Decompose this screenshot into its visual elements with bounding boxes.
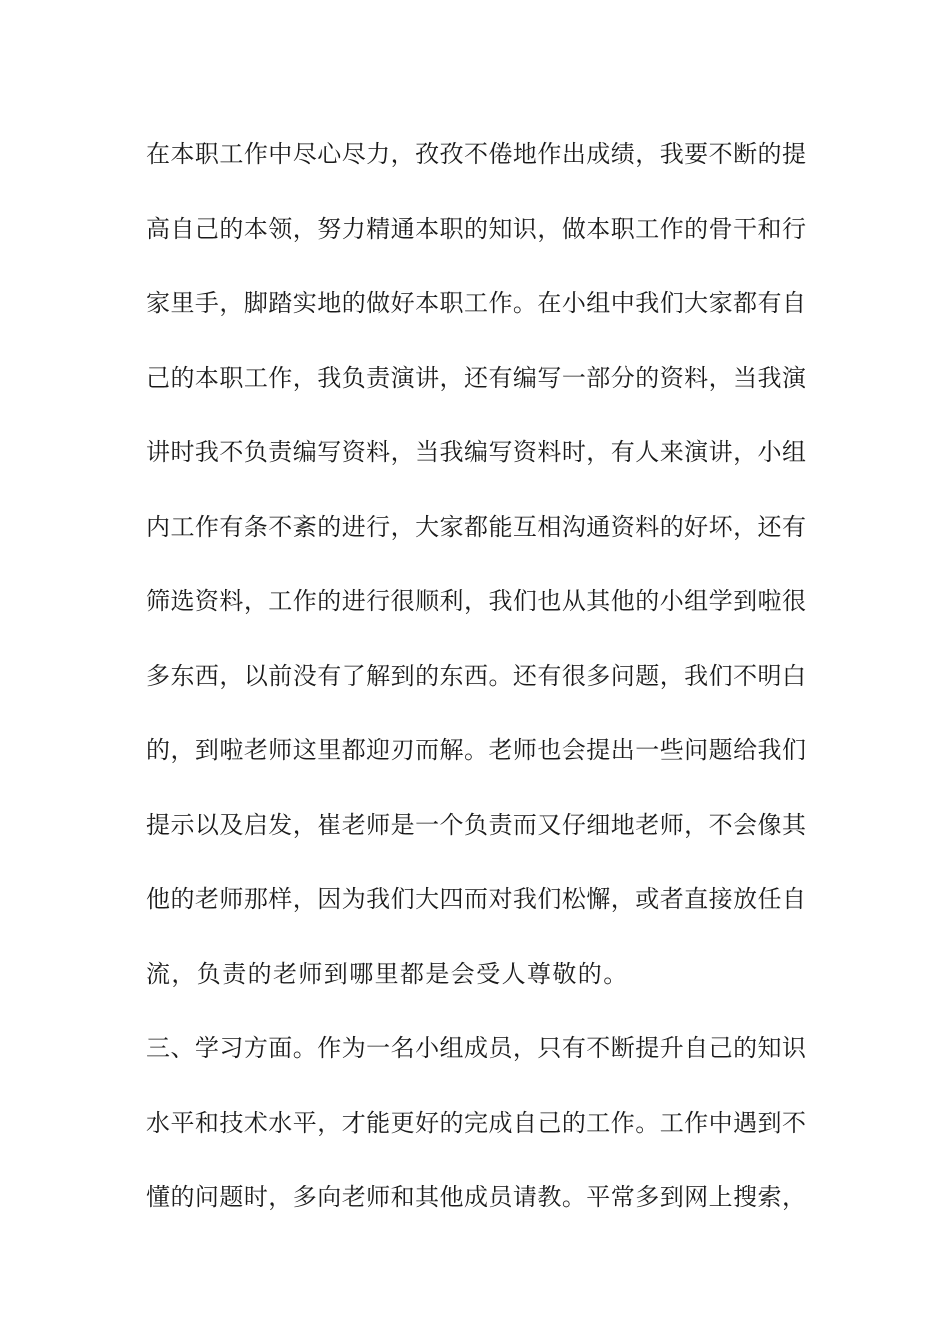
text-line: 高自己的本领，努力精通本职的知识，做本职工作的骨干和行 <box>146 214 806 243</box>
text-line: 提示以及启发，崔老师是一个负责而又仔细地老师，不会像其 <box>146 810 806 839</box>
text-line: 的，到啦老师这里都迎刃而解。老师也会提出一些问题给我们 <box>146 736 806 764</box>
text-line: 多东西，以前没有了解到的东西。还有很多问题，我们不明白 <box>146 661 806 690</box>
text-line: 筛选资料，工作的进行很顺利，我们也从其他的小组学到啦很 <box>146 587 806 615</box>
text-line: 己的本职工作，我负责演讲，还有编写一部分的资料，当我演 <box>146 363 806 392</box>
text-line: 讲时我不负责编写资料，当我编写资料时，有人来演讲，小组 <box>146 438 806 466</box>
document-body <box>146 132 806 1250</box>
text-line: 三、学习方面。作为一名小组成员，只有不断提升自己的知识 <box>146 1034 806 1062</box>
text-line: 在本职工作中尽心尽力，孜孜不倦地作出成绩，我要不断的提 <box>146 140 806 168</box>
text-line: 家里手，脚踏实地的做好本职工作。在小组中我们大家都有自 <box>146 289 806 317</box>
text-line: 懂的问题时，多向老师和其他成员请教。平常多到网上搜索， <box>146 1183 806 1211</box>
text-line: 流，负责的老师到哪里都是会受人尊敬的。 <box>146 959 629 988</box>
text-line: 内工作有条不紊的进行，大家都能互相沟通资料的好坏，还有 <box>146 512 806 541</box>
text-line: 他的老师那样，因为我们大四而对我们松懈，或者直接放任自 <box>146 885 806 913</box>
text-line: 水平和技术水平，才能更好的完成自己的工作。工作中遇到不 <box>146 1108 806 1137</box>
